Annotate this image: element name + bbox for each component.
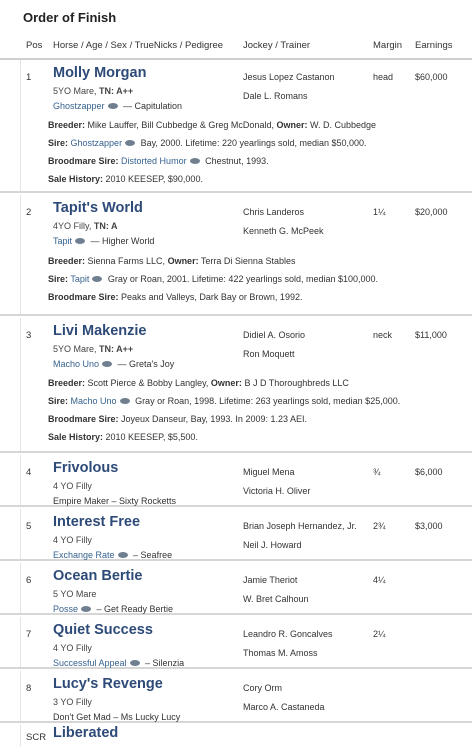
broodmare-sire-line: Broodmare Sire: Distorted Humor Chestnut, 1993. bbox=[48, 156, 269, 166]
trainer-name: Thomas M. Amoss bbox=[243, 648, 318, 658]
horse-description: 4YO Filly, TN: A bbox=[53, 221, 118, 231]
earnings-value: $20,000 bbox=[415, 207, 448, 217]
finish-position: 1 bbox=[26, 72, 32, 83]
result-row bbox=[0, 455, 472, 507]
trainer-name: Neil J. Howard bbox=[243, 540, 302, 550]
trainer-name: Victoria H. Oliver bbox=[243, 486, 311, 496]
finish-margin: neck bbox=[373, 330, 393, 340]
result-row bbox=[0, 195, 472, 316]
scratched-row bbox=[0, 725, 472, 746]
page-title: Order of Finish bbox=[23, 10, 117, 25]
broodmare-sire-line: Broodmare Sire: Joyeux Danseur, Bay, 1993. In 2009: 1.23 AEI. bbox=[48, 414, 307, 424]
finish-margin: 2¾ bbox=[373, 521, 386, 531]
sire-line: Sire: Ghostzapper Bay, 2000. Lifetime: 220 yearlings sold, median $50,000. bbox=[48, 138, 367, 148]
horse-name-link[interactable]: Livi Makenzie bbox=[53, 323, 147, 339]
pedigree: Ghostzapper — Capitulation bbox=[53, 101, 183, 111]
trainer-name: Dale L. Romans bbox=[243, 91, 308, 101]
sire-detail-link[interactable]: Ghostzapper bbox=[70, 138, 123, 148]
trainer-name: Marco A. Castaneda bbox=[243, 702, 325, 712]
pedigree: Don't Get Mad – Ms Lucky Lucy bbox=[53, 712, 181, 722]
horse-name-link[interactable]: Quiet Success bbox=[53, 622, 153, 638]
breeder-line: Breeder: Sienna Farms LLC, Owner: Terra Di Sienna Stables bbox=[48, 256, 296, 266]
jockey-name: Jamie Theriot bbox=[243, 575, 298, 585]
horse-description: 3 YO Filly bbox=[53, 697, 92, 707]
horse-name-link[interactable]: Tapit's World bbox=[53, 200, 143, 216]
horse-name-link[interactable]: Interest Free bbox=[53, 514, 141, 530]
trainer-name: W. Bret Calhoun bbox=[243, 594, 309, 604]
sire-detail-link[interactable]: Tapit bbox=[70, 274, 90, 284]
horse-description: 4 YO Filly bbox=[53, 481, 92, 491]
scratched-label: SCR bbox=[26, 732, 47, 743]
eye-icon[interactable] bbox=[75, 238, 85, 244]
sire-line: Sire: Macho Uno Gray or Roan, 1998. Lifetime: 263 yearlings sold, median $25,000. bbox=[48, 396, 401, 406]
result-row bbox=[0, 318, 472, 453]
result-row bbox=[0, 671, 472, 723]
broodmare-sire-line: Broodmare Sire: Peaks and Valleys, Dark Bay or Brown, 1992. bbox=[48, 292, 303, 302]
jockey-name: Didiel A. Osorio bbox=[243, 330, 306, 340]
pedigree: Successful Appeal – Silenzia bbox=[53, 658, 185, 668]
finish-position: 7 bbox=[26, 629, 32, 640]
sire-link[interactable]: Exchange Rate bbox=[53, 550, 115, 560]
result-row bbox=[0, 60, 472, 193]
eye-icon[interactable] bbox=[125, 140, 135, 146]
finish-position: 6 bbox=[26, 575, 32, 586]
pedigree: Macho Uno — Greta's Joy bbox=[53, 359, 175, 369]
eye-icon[interactable] bbox=[130, 660, 140, 666]
eye-icon[interactable] bbox=[81, 606, 91, 612]
header-jockey-trainer: Jockey / Trainer bbox=[243, 40, 311, 51]
finish-margin: 4¼ bbox=[373, 575, 386, 585]
horse-description: 4 YO Filly bbox=[53, 643, 92, 653]
sire-link[interactable]: Tapit bbox=[53, 236, 73, 246]
table-header bbox=[0, 36, 472, 60]
pedigree: Empire Maker – Sixty Rocketts bbox=[53, 496, 177, 506]
horse-description: 5YO Mare, TN: A++ bbox=[53, 344, 134, 354]
eye-icon[interactable] bbox=[190, 158, 200, 164]
sale-history-line: Sale History: 2010 KEESEP, $5,500. bbox=[48, 432, 198, 442]
eye-icon[interactable] bbox=[102, 361, 112, 367]
eye-icon[interactable] bbox=[120, 398, 130, 404]
earnings-value: $6,000 bbox=[415, 467, 443, 477]
pedigree: Exchange Rate – Seafree bbox=[53, 550, 173, 560]
horse-name-link[interactable]: Lucy's Revenge bbox=[53, 676, 163, 692]
finish-margin: ¾ bbox=[373, 467, 381, 477]
horse-name-link[interactable]: Molly Morgan bbox=[53, 65, 147, 81]
header-pos: Pos bbox=[26, 40, 43, 51]
breeder-line: Breeder: Scott Pierce & Bobby Langley, Owner: B J D Thoroughbreds LLC bbox=[48, 378, 349, 388]
jockey-name: Miguel Mena bbox=[243, 467, 295, 477]
jockey-name: Chris Landeros bbox=[243, 207, 305, 217]
horse-description: 4 YO Filly bbox=[53, 535, 92, 545]
breeder-line: Breeder: Mike Lauffer, Bill Cubbedge & Greg McDonald, Owner: W. D. Cubbedge bbox=[48, 120, 377, 130]
eye-icon[interactable] bbox=[118, 552, 128, 558]
horse-description: 5YO Mare, TN: A++ bbox=[53, 86, 134, 96]
trainer-name: Kenneth G. McPeek bbox=[243, 226, 324, 236]
finish-position: 8 bbox=[26, 683, 32, 694]
finish-position: 2 bbox=[26, 207, 32, 218]
broodmare-sire-link[interactable]: Distorted Humor bbox=[121, 156, 187, 166]
finish-position: 5 bbox=[26, 521, 32, 532]
jockey-name: Cory Orm bbox=[243, 683, 282, 693]
horse-name-link[interactable]: Ocean Bertie bbox=[53, 568, 143, 584]
earnings-value: $3,000 bbox=[415, 521, 443, 531]
horse-name-link[interactable]: Liberated bbox=[53, 725, 119, 741]
jockey-name: Jesus Lopez Castanon bbox=[243, 72, 335, 82]
result-row bbox=[0, 617, 472, 669]
finish-margin: head bbox=[373, 72, 394, 82]
header-earnings: Earnings bbox=[415, 40, 453, 51]
finish-margin: 1¼ bbox=[373, 207, 386, 217]
finish-position: 3 bbox=[26, 330, 32, 341]
pedigree: Posse – Get Ready Bertie bbox=[53, 604, 174, 614]
result-row bbox=[0, 509, 472, 561]
sire-link[interactable]: Macho Uno bbox=[53, 359, 100, 369]
trainer-name: Ron Moquett bbox=[243, 349, 295, 359]
sire-link[interactable]: Successful Appeal bbox=[53, 658, 127, 668]
sire-link[interactable]: Ghostzapper bbox=[53, 101, 105, 111]
finish-margin: 2¼ bbox=[373, 629, 386, 639]
eye-icon[interactable] bbox=[92, 276, 102, 282]
sale-history-line: Sale History: 2010 KEESEP, $90,000. bbox=[48, 174, 203, 184]
sire-line: Sire: Tapit Gray or Roan, 2001. Lifetime: 422 yearlings sold, median $100,000. bbox=[48, 274, 379, 284]
sire-link[interactable]: Posse bbox=[53, 604, 79, 614]
earnings-value: $11,000 bbox=[415, 330, 447, 340]
result-row bbox=[0, 563, 472, 615]
header-margin: Margin bbox=[373, 40, 403, 51]
eye-icon[interactable] bbox=[108, 103, 118, 109]
horse-name-link[interactable]: Frivolous bbox=[53, 460, 119, 476]
earnings-value: $60,000 bbox=[415, 72, 448, 82]
jockey-name: Leandro R. Goncalves bbox=[243, 629, 333, 639]
horse-description: 5 YO Mare bbox=[53, 589, 97, 599]
pedigree: Tapit — Higher World bbox=[53, 236, 155, 246]
sire-detail-link[interactable]: Macho Uno bbox=[70, 396, 117, 406]
finish-position: 4 bbox=[26, 467, 32, 478]
header-horse: Horse / Age / Sex / TrueNicks / Pedigree bbox=[53, 40, 224, 51]
jockey-name: Brian Joseph Hernandez, Jr. bbox=[243, 521, 357, 531]
